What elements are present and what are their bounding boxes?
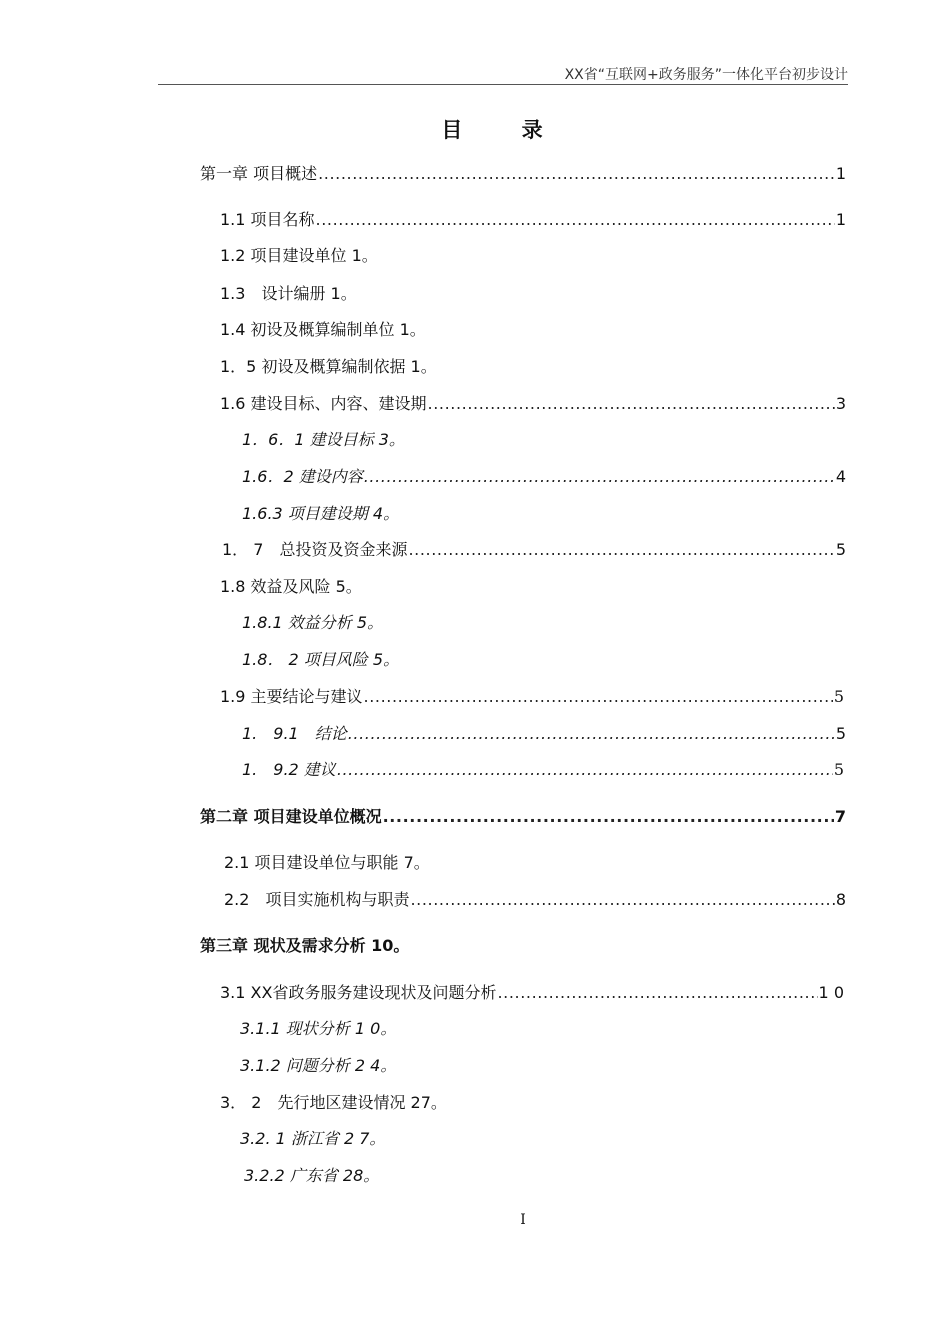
- toc-page-number: 5: [833, 687, 844, 706]
- toc-entry-1-9-2[interactable]: [242, 758, 844, 782]
- toc-entry-1-6-3[interactable]: 1.6.3 项目建设期 4。: [242, 504, 400, 523]
- toc-leader-dots: [364, 465, 835, 489]
- toc-entry-1-2[interactable]: 1.2 项目建设单位 1。: [220, 246, 378, 265]
- toc-entry-1-6-2[interactable]: [242, 465, 846, 489]
- toc-page-number: 3: [835, 394, 846, 413]
- running-header: XX省“互联网+政务服务”一体化平台初步设计: [564, 67, 848, 83]
- toc-entry-3-1-2[interactable]: 3.1.2 问题分析 2 4。: [240, 1056, 397, 1075]
- toc-entry-3-1-1[interactable]: 3.1.1 现状分析 1 0。: [240, 1019, 397, 1038]
- toc-entry-text: 1.9 主要结论与建议: [220, 687, 363, 706]
- toc-entry-1-1[interactable]: [220, 208, 846, 232]
- toc-page-number: 7: [834, 807, 846, 826]
- toc-page-number: 5: [835, 724, 846, 743]
- toc-entry-text: 1.1 项目名称: [220, 210, 315, 229]
- toc-entry-1-6-1[interactable]: 1．6．1 建设目标 3。: [242, 430, 405, 449]
- toc-entry-chapter-1[interactable]: [200, 162, 846, 186]
- header-divider: [158, 84, 848, 85]
- toc-entry-text: 1． 7 总投资及资金来源: [222, 540, 408, 559]
- toc-entry-chapter-2[interactable]: [200, 805, 846, 829]
- toc-title: 目 录: [441, 118, 569, 142]
- toc-entry-2-1[interactable]: 2.1 项目建设单位与职能 7。: [224, 853, 430, 872]
- toc-page-number: 5: [835, 540, 846, 559]
- toc-entry-text: 1. 9.1 结论: [242, 724, 347, 743]
- toc-page-number: 1 0: [818, 983, 844, 1002]
- toc-entry-2-2[interactable]: [224, 888, 846, 912]
- footer-page-number: I: [520, 1212, 526, 1228]
- toc-leader-dots: [408, 538, 834, 562]
- toc-entry-3-1[interactable]: [220, 981, 844, 1005]
- toc-leader-dots: [428, 392, 835, 416]
- toc-entry-text: 1.6 建设目标、内容、建设期: [220, 394, 427, 413]
- toc-entry-1-3[interactable]: 1.3 设计编册 1。: [220, 284, 357, 303]
- toc-leader-dots: [337, 758, 833, 782]
- toc-entry-text: 第二章 项目建设单位概况: [200, 807, 382, 826]
- toc-entry-1-8[interactable]: 1.8 效益及风险 5。: [220, 577, 362, 596]
- toc-entry-1-9-1[interactable]: [242, 722, 846, 746]
- toc-entry-3-2-1[interactable]: 3.2. 1 浙江省 2 7。: [240, 1129, 386, 1148]
- toc-entry-1-4[interactable]: 1.4 初设及概算编制单位 1。: [220, 320, 426, 339]
- toc-leader-dots: [383, 805, 834, 829]
- toc-leader-dots: [364, 685, 833, 709]
- toc-entry-1-7[interactable]: [222, 538, 846, 562]
- toc-entry-text: 第一章 项目概述: [200, 164, 318, 183]
- toc-leader-dots: [316, 208, 835, 232]
- toc-page-number: 5: [833, 760, 844, 779]
- toc-page-number: 1: [835, 210, 846, 229]
- toc-entry-1-5[interactable]: 1．5 初设及概算编制依据 1。: [220, 357, 437, 376]
- toc-entry-3-2-2[interactable]: 3.2.2 广东省 28。: [244, 1166, 380, 1185]
- toc-leader-dots: [318, 162, 835, 186]
- toc-entry-1-9[interactable]: [220, 685, 844, 709]
- toc-entry-1-8-1[interactable]: 1.8.1 效益分析 5。: [242, 613, 384, 632]
- toc-entry-text: 3.1 XX省政务服务建设现状及问题分析: [220, 983, 497, 1002]
- toc-leader-dots: [348, 722, 835, 746]
- toc-entry-1-8-2[interactable]: 1.8． 2 项目风险 5。: [242, 650, 400, 669]
- toc-page-number: 4: [835, 467, 846, 486]
- toc-page-number: 8: [835, 890, 846, 909]
- toc-page-number: 1: [835, 164, 846, 183]
- toc-entry-text: 1.6．2 建设内容: [242, 467, 363, 486]
- toc-leader-dots: [497, 981, 817, 1005]
- toc-entry-text: 1. 9.2 建议: [242, 760, 336, 779]
- toc-entry-chapter-3[interactable]: 第三章 现状及需求分析 10。: [200, 936, 410, 955]
- toc-entry-text: 2.2 项目实施机构与职责: [224, 890, 410, 909]
- toc-entry-3-2[interactable]: 3． 2 先行地区建设情况 27。: [220, 1093, 447, 1112]
- toc-leader-dots: [410, 888, 834, 912]
- toc-entry-1-6[interactable]: [220, 392, 846, 416]
